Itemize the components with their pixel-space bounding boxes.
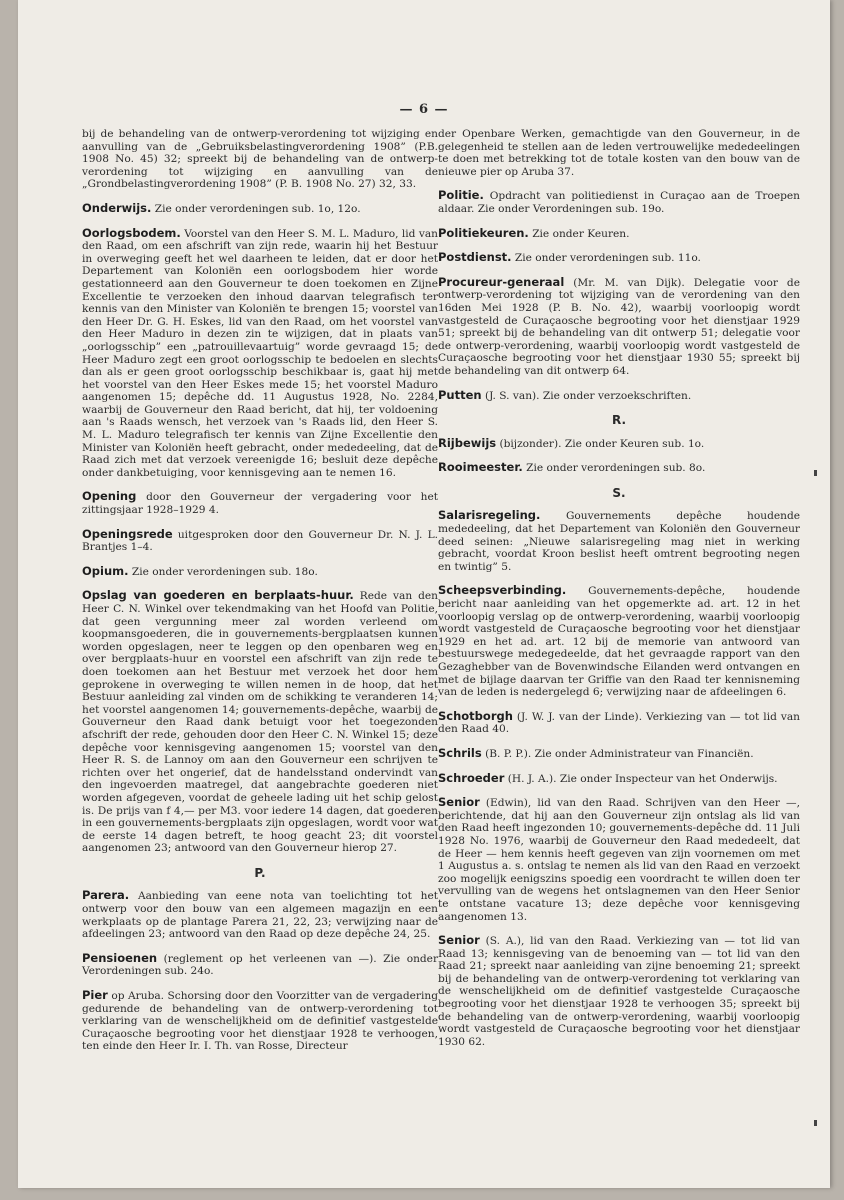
entry-text: (bijzonder). Zie onder Keuren sub. 1o. — [499, 437, 705, 450]
index-entry — [438, 128, 800, 178]
entry-heading: Opslag van goederen en berplaats-huur. — [82, 588, 354, 603]
index-entry — [438, 796, 800, 923]
entry-heading: Schrils — [438, 745, 482, 760]
entry-heading: Senior — [438, 795, 480, 810]
index-entry — [438, 189, 800, 215]
entry-text: uitgesproken door den Gouverneur Dr. N. J. L. Brantjes 1–4. — [82, 528, 438, 554]
index-entry — [82, 227, 438, 480]
entry-text: (reglement op het verleenen van —). Zie onder Verordeningen sub. 24o. — [82, 952, 439, 978]
entry-text: (S. A.), lid van den Raad. Verkiezing van — tot lid van Raad 13; kennisgeving van de benoeming van — tot lid van den Raad 21; spreekt naar aanleiding van zijne benoeming 21; spreekt bij de behandeling van de ontwerp-verordening tot verklaring van de wenschelijkheid om de definitief vastgestelde Curaçaosche begrooting voor het dienstjaar 1928 te verhoogen 35; spreekt bij de behandeling van de ontwerp-verordening, waarbij voorloopig wordt vastgesteld de Curaçaosche begrooting voor het dienstjaar 1930 62. — [438, 935, 800, 1048]
entry-heading: Openingsrede — [82, 526, 173, 541]
entry-heading: Politiekeuren. — [438, 225, 529, 240]
entry-text: door den Gouverneur der vergadering voor het zittingsjaar 1928–1929 4. — [82, 491, 438, 517]
entry-text: Opdracht van politiedienst in Curaçao aan de Troepen aldaar. Zie onder Verordeningen sub. 19o. — [438, 190, 800, 215]
entry-text: (J. S. van). Zie onder verzoekschriften. — [484, 389, 692, 402]
section-letter: S. — [612, 485, 626, 500]
entry-heading: Opening — [82, 489, 137, 504]
entry-heading: Rooimeester. — [438, 460, 523, 475]
entry-text: Gouvernements-depêche, houdende bericht naar aanleiding van het opgemerkte ad. art. 12 in het voorloopig verslag op de ontwerp-verordening, waarbij voorloopig wordt vastgesteld de Curaçaosche begrooting voor het dienstjaar 1929 en het ad. art. 12 bij de memorie van antwoord van bestuurswege medegedeelde, dat het gevraagde rapport van den Gezaghebber van de Bovenwindsche Eilanden werd ontvangen en met de bijlage daarvan ter Griffie van den Raad ter kennisneming van de leden is nedergelegd 6; verwijzing naar de afdeelingen 6. — [438, 585, 800, 699]
entry-heading: Pensioenen — [82, 950, 158, 965]
index-entry — [438, 934, 800, 1048]
section-letter: R. — [611, 413, 627, 428]
index-entry — [82, 889, 438, 940]
index-entry — [82, 565, 438, 579]
index-entry — [82, 952, 438, 978]
index-entry — [438, 509, 800, 573]
entry-heading: Pier — [82, 988, 108, 1003]
index-entry — [82, 490, 438, 516]
entry-heading: Senior — [438, 933, 480, 948]
entry-text: Zie onder verordeningen sub. 1o, 12o. — [154, 202, 361, 215]
entry-heading: Postdienst. — [438, 250, 512, 265]
entry-text: Rede van den Heer C. N. Winkel over tekendmaking van het Hoofd van Politie, dat geen vergunning meer zal worden verleend om koopmansgoederen, die in gouvernements-bergplaatsen kunnen worden opgeslagen, neer te leggen op den openbaren weg en over bergplaats-huur en voorstel een afschrift van zijn rede te doen toekomen aan het Bestuur met verzoek het door hem geprokene in overweging te willen nemen in de hoop, dat het Bestuur aanleiding zal vinden om de schikking te veranderen 14; het voorstel aangenomen 14; gouvernements-depêche, waarbij de Gouverneur den Raad dank betuigt voor het toegezonden afschrift der rede, gehouden door den Heer C. N. Winkel 15; deze depêche voor kennisgeving aangenomen 15; voorstel van den Heer R. S. de Lannoy om aan den Gouverneur een schrijven te richten over het ongerief, dat de handelsstand ondervindt van den ingevoerden maatregel, dat aangebrachte goederen niet worden afgegeven, voordat de geheele lading uit het schip gelost is. De prijs van f 4,— per M3. voor iedere 14 dagen, dat goederen in een gouvernements-bergplaats zijn opgeslagen, wordt voor wat de eerste 14 dagen betreft, te hoog geacht 23; dit voorstel aangenomen 23; antwoord van den Gouverneur hierop 27. — [82, 590, 439, 855]
index-entry — [438, 710, 800, 736]
index-entry — [82, 589, 438, 854]
entry-text: der Openbare Werken, gemachtigde van den Gouverneur, in de gelegenheid te stellen aan de leden vertrouwelijke mededeelingen te doen met betrekking tot de totale kosten van den bouw van de nieuwe pier op Aruba 37. — [438, 128, 800, 178]
entry-text: Aanbieding van eene nota van toelichting tot het ontwerp voor den bouw van een algemeen magazijn en een werkplaats op de plantage Parera 21, 22, 23; verwijzing naar de afdeelingen 23; antwoord van den Raad op deze depêche 24, 25. — [82, 890, 439, 941]
entry-heading: Parera. — [82, 888, 130, 903]
index-entry — [438, 276, 800, 378]
entry-heading: Salarisregeling. — [438, 508, 541, 523]
entry-heading: Onderwijs. — [82, 200, 152, 215]
index-entry — [438, 389, 800, 403]
index-entry — [438, 461, 800, 475]
entry-heading: Opium. — [82, 563, 129, 578]
index-entry — [438, 227, 800, 241]
section-letter: P. — [254, 865, 266, 880]
entry-heading: Schroeder — [438, 770, 505, 785]
entry-text: (J. W. J. van der Linde). Verkiezing van — tot lid van den Raad 40. — [438, 710, 800, 736]
entry-heading: Scheepsverbinding. — [438, 583, 567, 598]
entry-text: (H. J. A.). Zie onder Inspecteur van het Onderwijs. — [507, 772, 778, 785]
entry-text: op Aruba. Schorsing door den Voorzitter van de vergadering gedurende de behandeling van de ontwerp-verordening tot verklaring van de wenschelijkheid om de definitief vastgestelde Curaçaosche begrooting voor het dienstjaar 1928 te verhoogen, ten einde den Heer Ir. I. Th. van Rosse, Directeur — [82, 990, 438, 1053]
index-entry — [438, 584, 800, 698]
index-entry — [82, 202, 438, 216]
entry-text: Gouvernements depêche houdende mededeeling, dat het Departement van Koloniën den Gouverneur deed seinen: „Nieuwe salarisregeling mag niet in werking gebracht, voordat Kroon beslist heeft omtrent begrooting negen en twintig” 5. — [438, 510, 800, 573]
entry-text: (Edwin), lid van den Raad. Schrijven van den Heer —, berichtende, dat hij aan den Gouverneur zijn ontslag als lid van den Raad heeft ingezonden 10; gouvernements-depêche dd. 11 Juli 1928 No. 1976, waarbij de Gouverneur den Raad mededeelt, dat de Heer — hem kennis heeft gegeven van zijn voornemen om met 1 Augustus a. s. ontslag te nemen als lid van den Raad en verzoekt zoo mogelijk eenigszins spoedig een voordracht te willen doen ter vervulling van de wegens het ontslagnemen van den Heer Senior te ontstane vacature 13; deze depêche voor kennisgeving aangenomen 13. — [438, 797, 800, 923]
index-entry — [438, 251, 800, 265]
entry-text: Zie onder verordeningen sub. 18o. — [131, 565, 318, 578]
entry-heading: Oorlogsbodem. — [82, 225, 181, 240]
page-number: — 6 — — [399, 102, 449, 117]
entry-text: Zie onder verordeningen sub. 8o. — [526, 462, 706, 475]
entry-heading: Politie. — [438, 188, 484, 203]
entry-text: (B. P. P.). Zie onder Administrateur van Financiën. — [485, 747, 754, 760]
entry-heading: Procureur-generaal — [438, 274, 565, 289]
edge-mark — [814, 470, 817, 476]
index-entry — [438, 437, 800, 451]
index-entry — [82, 128, 438, 191]
edge-mark — [814, 1120, 817, 1126]
index-entry — [438, 772, 800, 786]
entry-text: bij de behandeling van de ontwerp-verordening tot wijziging en aanvulling van de „Gebruiksbelastingverordening 1908” (P.B. 1908 No. 45) 32; spreekt bij de behandeling van de ontwerp-verordening tot wijziging en aanvulling van de „Grondbelastingverordening 1908” (P. B. 1908 No. 27) 32, 33. — [82, 128, 438, 191]
scanned-page — [18, 0, 830, 1188]
left-column — [82, 128, 438, 1064]
index-entry — [82, 528, 438, 554]
entry-heading: Putten — [438, 387, 482, 402]
entry-heading: Rijbewijs — [438, 435, 497, 450]
index-entry — [438, 747, 800, 761]
entry-text: Voorstel van den Heer S. M. L. Maduro, lid van den Raad, om een afschrift van zijn rede, waarin hij het Bestuur in overweging geeft het wel daarheen te leiden, dat er door het Departement van Koloniën een oorlogsbodem hier worde gestationneerd aan den Gouverneur te doen toekomen en Zijne Excellentie te verzoeken den inhoud daarvan telegrafisch ter kennis van den Minister van Koloniën te brengen 15; voorstel van den Heer Dr. G. H. Eskes, lid van den Raad, om het voorstel van den Heer Maduro in dezen zin te wijzigen, dat in plaats van „oorlogsschip” een „patrouillevaartuig” worde gevraagd 15; de Heer Maduro zegt een groot oorlogsschip te bedoelen en slechts dan als er geen groot oorlogsschip beschikbaar is, gaat hij met het voorstel van den Heer Eskes mede 15; het voorstel Maduro aangenomen 15; depêche dd. 11 Augustus 1928, No. 2284, waarbij de Gouverneur den Raad bericht, dat hij, ter voldoening aan 's Raads wensch, het verzoek van 's Raads lid, den Heer S. M. L. Maduro telegrafisch ter kennis van Zijne Excellentie den Minister van Koloniën heeft gebracht, onder mededeeling, dat de Raad zich met dat verzoek vereenigde 16; besluit deze depêche onder dankbetuiging, voor kennisgeving aan te nemen 16. — [82, 227, 438, 479]
entry-text: Zie onder Keuren. — [532, 227, 630, 240]
entry-text: (Mr. M. van Dijk). Delegatie voor de ontwerp-verordening tot wijziging van de verordening van den 16den Mei 1928 (P. B. No. 42), waarbij voorloopig wordt vastgesteld de Curaçaosche begrooting voor het dienstjaar 1929 51; spreekt bij de behandeling van dit ontwerp 51; delegatie voor de ontwerp-verordening, waarbij voorloopig wordt vastgesteld de Curaçaosche begrooting voor het dienstjaar 1930 55; spreekt bij de behandeling van dit ontwerp 64. — [438, 276, 800, 377]
index-entry — [82, 989, 438, 1053]
right-column — [438, 128, 800, 1059]
entry-text: Zie onder verordeningen sub. 11o. — [514, 252, 701, 265]
entry-heading: Schotborgh — [438, 708, 513, 723]
